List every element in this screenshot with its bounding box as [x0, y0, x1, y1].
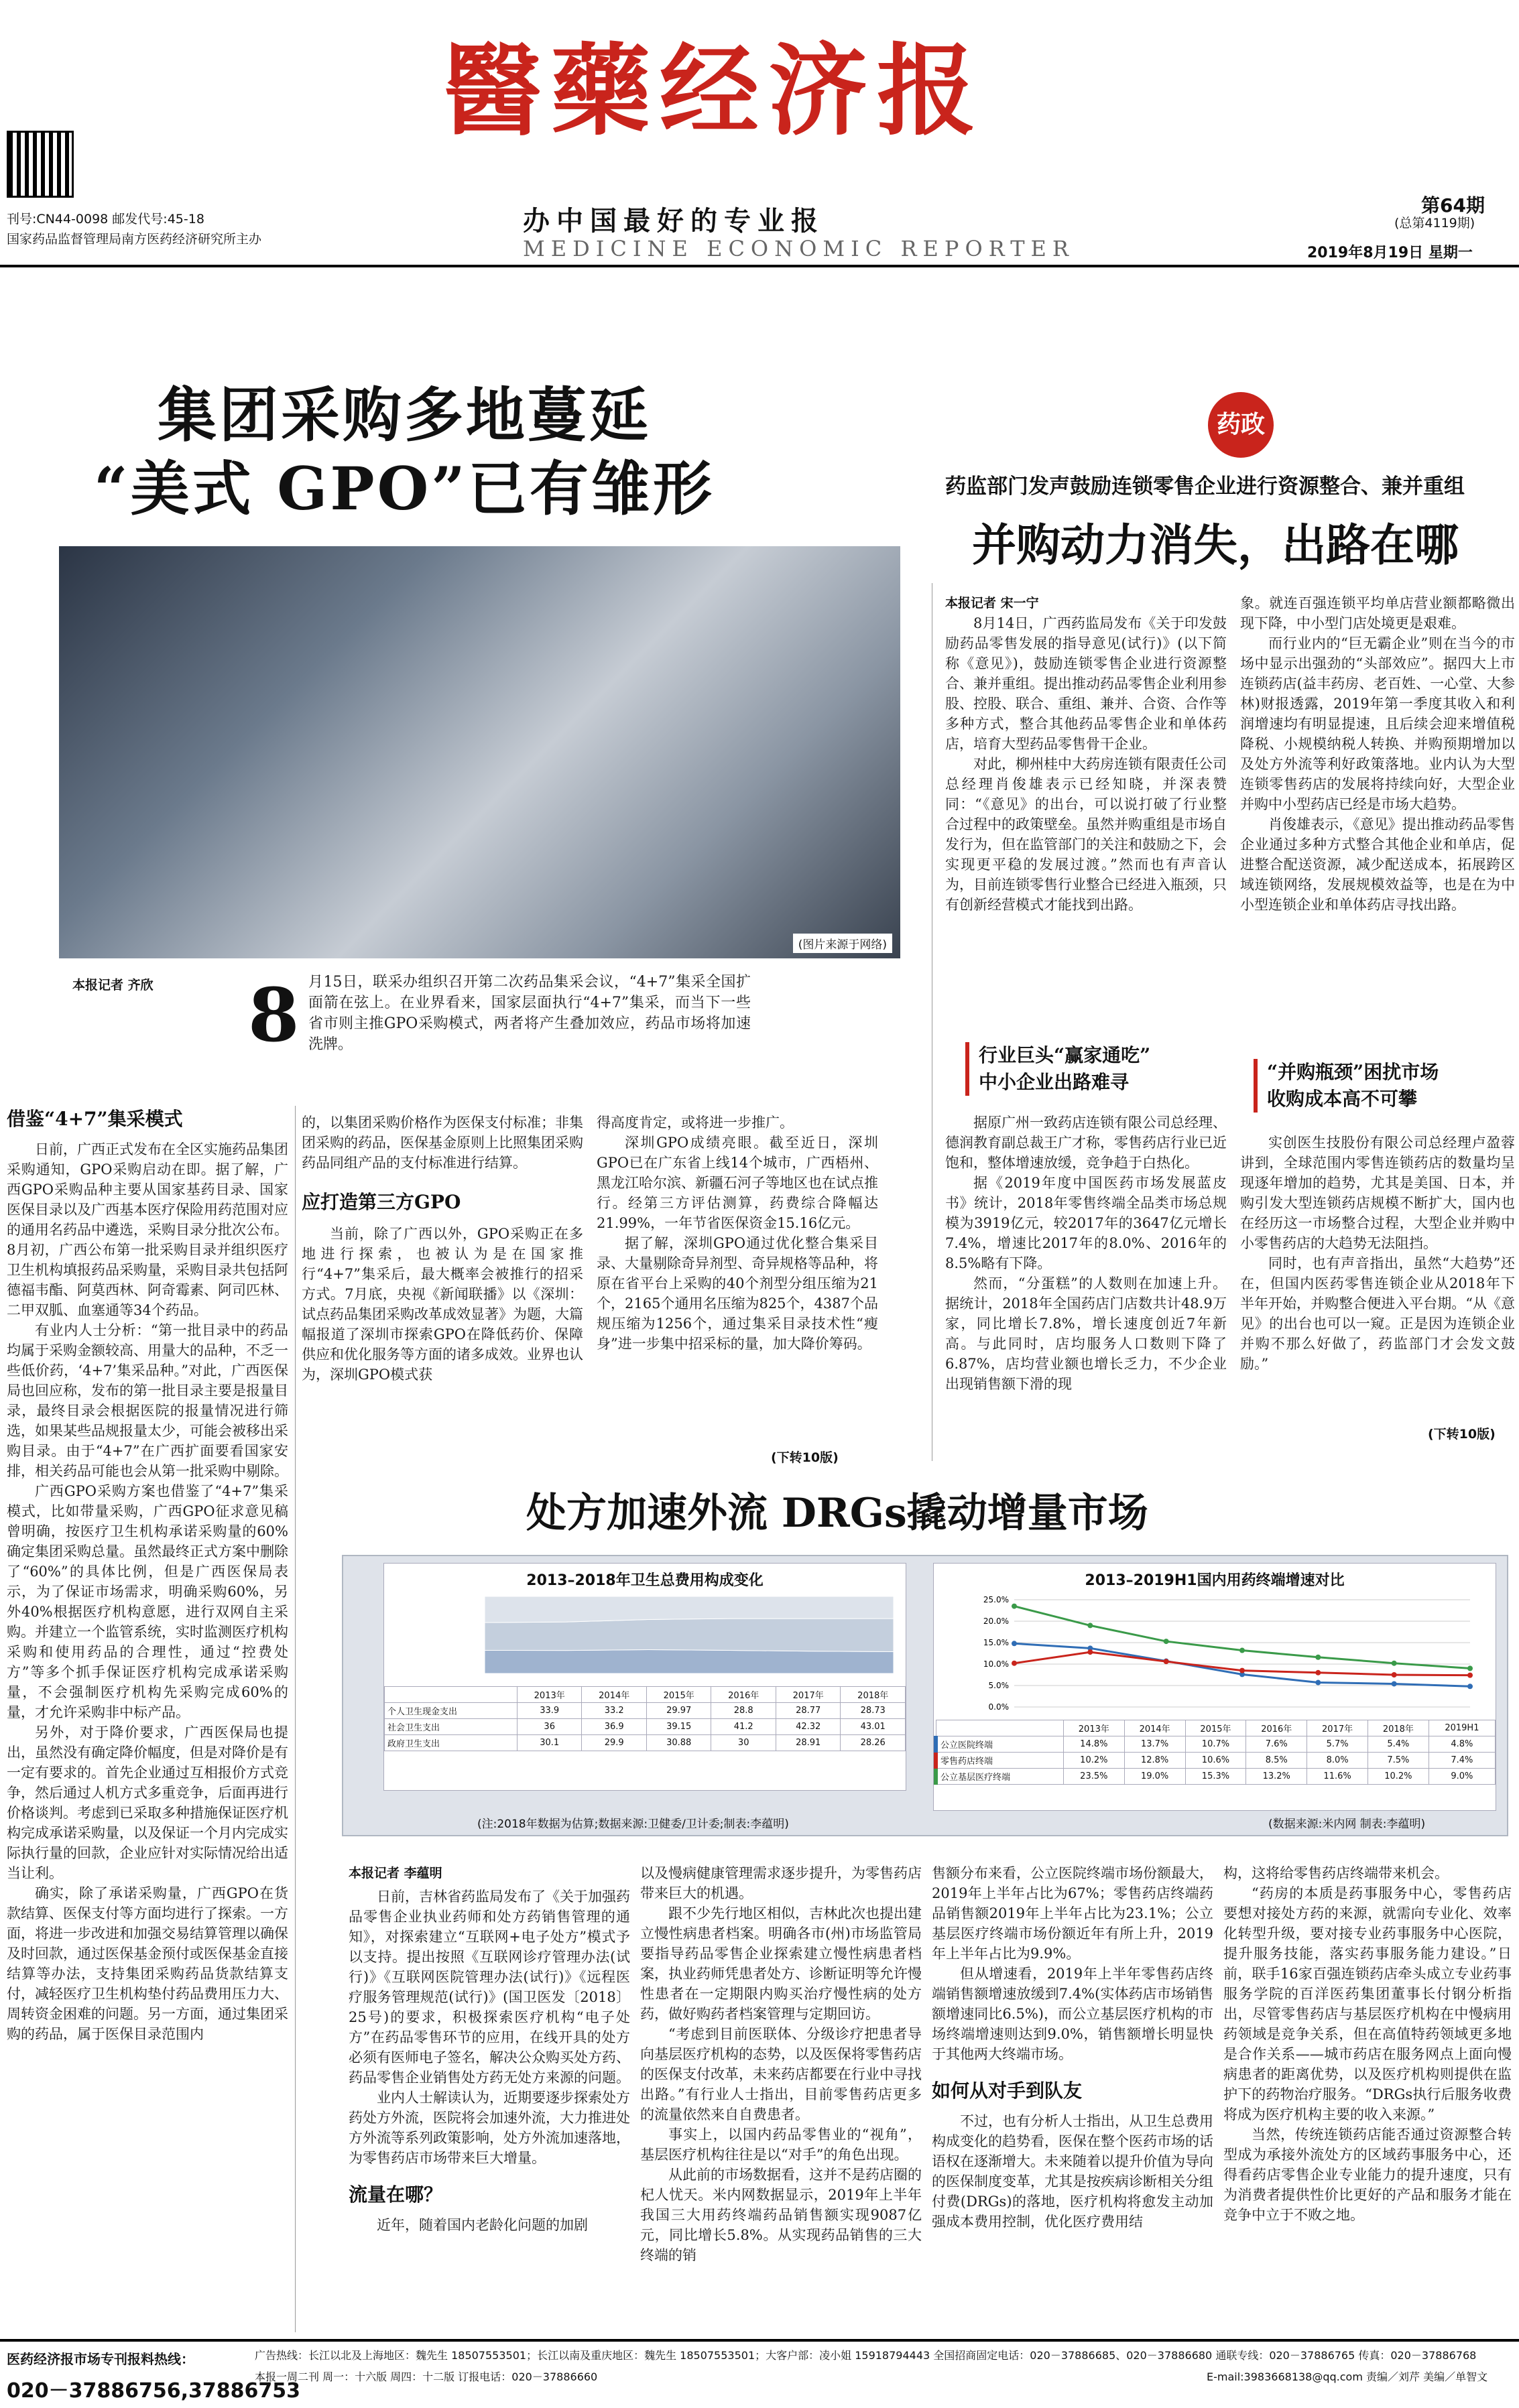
drg-col1: [349, 1887, 630, 2336]
footer-hotline-phone: 020－37886756,37886753: [7, 2379, 301, 2403]
series-label: 个人卫生现金支出: [385, 1703, 518, 1719]
data-label: 10.2%: [1063, 1753, 1124, 1769]
paragraph: 日前，吉林省药监局发布了《关于加强药品零售企业执业药师和处方药销售管理的通知》，对探索建立“互联网+电子处方”模式予以支持。提出按照《互联网诊疗管理办法(试行)》《互联网医院管理办法(试行)》《远程医疗服务管理规范(试行)》(国卫医发〔2018〕25号)的要求，积极探索医疗机构“电子处方”在药品零售环节的应用，在线开具的处方必须有医师电子签名，解决公众购买处方药、药品零售企业销售处方药无处方来源的问题。: [349, 1889, 630, 2086]
tick-label: 2014年: [1124, 1720, 1185, 1736]
tick-label: 2019H1: [1429, 1720, 1495, 1736]
data-label: 39.15: [646, 1719, 711, 1735]
publication-code: 刊号:CN44-0098 邮发代号:45-18: [7, 212, 204, 227]
paragraph: 据《2019年度中国医药市场发展蓝皮书》统计，2018年零售终端全品类市场总规模为3919亿元，较2017年的3647亿元增长7.4%，增速比2017年的8.0%、2016年的8.5%略有下降。: [945, 1175, 1227, 1271]
drg-col3: [932, 1863, 1213, 2336]
data-label: 4.8%: [1429, 1736, 1495, 1753]
tick-label: 2016年: [1246, 1720, 1307, 1736]
data-label: 36.9: [582, 1719, 647, 1735]
data-point: [1012, 1661, 1017, 1666]
right-col3: [945, 1113, 1227, 1488]
series-label: 公立基层医疗终端: [936, 1769, 1063, 1785]
chart-right-table: [934, 1720, 1496, 1785]
data-label: 43.01: [841, 1719, 906, 1735]
data-label: 28.26: [841, 1735, 906, 1751]
paragraph: 8月14日，广西药监局发布《关于印发鼓励药品零售发展的指导意见(试行)》(以下简称《意见》)，鼓励连锁零售企业进行资源整合、兼并重组。提出推动药品零售企业利用参股、控股、联合、重组、兼并、合资、合作等多种方式，整合其他药品零售企业和单体药店，培育大型药品零售骨干企业。: [945, 615, 1227, 752]
paragraph: 象。就连百强连锁平均单店营业额都略微出现下降，中小型门店处境更是艰难。: [1240, 595, 1515, 631]
paragraph: “药房的本质是药事服务中心，零售药店要想对接处方药的来源，就需向专业化、效率化转型升级，要对接专业药事服务中心医院，提升服务技能，落实药事服务能力建设。”日前，联手16家百强连锁药店牵头成立专业药事服务学院的百洋医药集团董事长付钢分析指出，尽管零售药店与基层医疗机构在中慢病用药领域是竞争关系，但在高值特药领域更多地是合作关系——城市药店在服务网点上面向慢病患者的距离优势，以及医疗机构则提供在监护下的药物治疗服务。“DRGs执行后服务收费将成为医疗机构主要的收入来源。”: [1223, 1885, 1512, 2122]
data-label: 28.8: [711, 1703, 776, 1719]
data-label: 15.3%: [1185, 1769, 1246, 1785]
y-tick-label: 25.0%: [983, 1595, 1009, 1604]
tick-label: 2013年: [517, 1687, 582, 1703]
chart-left-table: [384, 1686, 906, 1751]
paragraph: 日前，广西正式发布在全区实施药品集团采购通知，GPO采购启动在即。据了解，广西GPO采购品种主要从国家基药目录、国家医保目录以及广西基本医疗保险用药范围对应的通用名药品中遴选，采购目录分批次公布。8月初，广西公布第一批采购目录并组织医疗卫生机构填报药品采购量，采购目录共包括阿德福韦酯、阿莫西林、阿奇霉素、阿司匹林、二甲双胍、血塞通等34个药品。: [7, 1141, 288, 1318]
paragraph: 深圳GPO成绩亮眼。截至近日，深圳GPO已在广东省上线14个城市，广西梧州、黑龙江哈尔滨、新疆石河子等地区也在试点推行。经第三方评估测算，药费综合降幅达21.99%，一年节省医保资金15.16亿元。: [597, 1135, 878, 1231]
footer: [0, 2339, 1519, 2408]
chart-left-plot: [384, 1590, 907, 1684]
publication-sponsor: 国家药品监督管理局南方医药经济研究所主办: [7, 232, 262, 247]
tick-label: 2015年: [1185, 1720, 1246, 1736]
data-label: 28.91: [776, 1735, 841, 1751]
charts-panel: [342, 1555, 1508, 1836]
data-label: 7.4%: [1429, 1753, 1495, 1769]
area-series-2: [485, 1596, 894, 1623]
right-byline: 本报记者 宋一宁: [945, 596, 1039, 611]
tick-label: 2014年: [582, 1687, 647, 1703]
data-point: [1239, 1648, 1245, 1653]
data-point: [1012, 1604, 1017, 1609]
drg-col3-heading: 如何从对手到队友: [932, 2080, 1083, 2102]
data-point: [1392, 1672, 1397, 1677]
data-label: 42.32: [776, 1719, 841, 1735]
data-label: 5.7%: [1307, 1736, 1368, 1753]
tick-label: 2018年: [841, 1687, 906, 1703]
paragraph: 的，以集团采购价格作为医保支付标准；非集团采购的药品，医保基金原则上比照集团采购药品同组产品的支付标准进行结算。: [302, 1115, 583, 1171]
right-kicker: 药监部门发声鼓励连锁零售企业进行资源整合、兼并重组: [945, 474, 1465, 499]
data-label: 28.77: [776, 1703, 841, 1719]
paragraph: 据了解，深圳GPO通过优化整合集采目录、大量剔除奇异剂型、奇异规格等品种，将原在省平台上采购的40个剂型分组压缩为21个，2165个通用名压缩为825个，4387个品规压缩为1256个，通过集采目录技术性“瘦身”进一步集中招采标的量，加大降价筹码。: [597, 1235, 878, 1352]
chart-right-title: 2013–2019H1国内用药终端增速对比: [1085, 1572, 1345, 1589]
chart-left-title: 2013–2018年卫生总费用构成变化: [526, 1572, 764, 1589]
paragraph: 以及慢病健康管理需求逐步提升，为零售药店带来巨大的机遇。: [640, 1865, 922, 1901]
y-tick-label: 10.0%: [983, 1659, 1009, 1669]
footer-ads: 广告热线：长江以北及上海地区：魏先生 18507553501；长江以南及重庆地区：魏先生 18507553501；大客户部：凌小姐 15918794443 全国招商固定电话：020－37886685、020－37886680 通联专线：020－37886765 传真：020－37886768: [255, 2349, 1477, 2362]
data-point: [1087, 1649, 1093, 1655]
right-continued: (下转10版): [1428, 1427, 1496, 1442]
lead-col2: [302, 1113, 583, 1468]
data-point: [1164, 1639, 1169, 1644]
table-corner: [936, 1720, 1063, 1736]
data-point: [1239, 1668, 1245, 1673]
paragraph: 跟不少先行地区相似，吉林此次也提出建立慢性病患者档案。明确各市(州)市场监管局要指导药品零售企业探索建立慢性病患者档案，执业药师凭患者处方、诊断证明等允许慢性患者在一定期限内购买治疗慢性病的处方药，做好购药者档案管理与定期回访。: [640, 1905, 922, 2022]
tick-label: 2017年: [1307, 1720, 1368, 1736]
chart-left-source: (注:2018年数据为估算;数据来源:卫健委/卫计委;制表:李蕴明): [477, 1818, 789, 1831]
chart-right-plot: [934, 1590, 1497, 1717]
paragraph: 从此前的市场数据看，这并不是药店圈的杞人忧天。米内网数据显示，2019年上半年我国三大用药终端药品销售额实现9087亿元，同比增长5.8%。从实现药品销售的三大终端的销: [640, 2167, 922, 2263]
data-point: [1315, 1655, 1321, 1660]
table-row: [936, 1753, 1496, 1769]
pharmacy-shelves-photo: [59, 546, 900, 958]
paragraph: 当然，传统连锁药店能否通过资源整合转型成为承接外流处方的区域药事服务中心，还得看药店零售企业专业能力的提升速度，只有为消费者提供性价比更好的产品和服务才能在竞争中立于不败之地。: [1223, 2127, 1512, 2223]
drg-byline: 本报记者 李蕴明: [349, 1866, 442, 1881]
masthead-slogan: 办中国最好的专业报: [523, 205, 825, 237]
right-subhead-1: 行业巨头“赢家通吃” 中小企业出路难寻: [965, 1042, 1220, 1096]
masthead-english: MEDICINE ECONOMIC REPORTER: [523, 236, 1075, 261]
policy-tag-badge: 药政: [1208, 392, 1274, 458]
photo-credit: (图片来源于网络): [793, 934, 892, 953]
area-series-1: [485, 1619, 894, 1651]
paragraph: 售额分布来看，公立医院终端市场份额最大，2019年上半年占比为67%；零售药店终端药品销售额2019年上半年占比为23.1%；公立基层医疗终端市场份额近年有所上升，2019年上半年占比为9.9%。: [932, 1865, 1213, 1962]
tick-label: 2016年: [711, 1687, 776, 1703]
data-point: [1164, 1659, 1169, 1664]
footer-subscribe: 本报一周二刊 周一：十六版 周四：十二版 订报电话：020－37886660: [255, 2370, 598, 2383]
data-label: 19.0%: [1124, 1769, 1185, 1785]
data-point: [1467, 1665, 1473, 1671]
data-label: 7.6%: [1246, 1736, 1307, 1753]
paragraph: 据原广州一致药店连锁有限公司总经理、德润教育副总裁王广才称，零售药店行业已近饱和，整体增速放缓，竞争趋于白热化。: [945, 1115, 1227, 1171]
data-point: [1315, 1670, 1321, 1675]
data-point: [1467, 1684, 1473, 1689]
paragraph: 得高度肯定，或将进一步推广。: [597, 1115, 794, 1131]
data-point: [1392, 1661, 1397, 1666]
masthead-logo: 醫藥经济报: [442, 32, 985, 149]
paragraph: “考虑到目前医联体、分级诊疗把患者导向基层医疗机构的态势，以及医保将零售药店的医保支付改革，未来药店都要在行业中寻找出路。”有行业人士指出，目前零售药店更多的流量依然来自自费患者。: [640, 2026, 922, 2122]
data-label: 33.2: [582, 1703, 647, 1719]
data-label: 11.6%: [1307, 1769, 1368, 1785]
data-label: 13.7%: [1124, 1736, 1185, 1753]
lead-col2-heading: 应打造第三方GPO: [302, 1191, 461, 1213]
paragraph: 有业内人士分析：“第一批目录中的药品均属于采购金额较高、用量大的品种，不乏一些低价药，‘4+7’集采品种。”对此，广西医保局也回应称，发布的第一批目录主要是报量目录，最终目录会根据医院的报量情况进行筛选，如果某些品规报量太少，可能会被移出采购目录。由于“4+7”在广西扩面要看国家安排，相关药品可能也会从第一批采购中剔除。: [7, 1322, 288, 1479]
issue-total: (总第4119期): [1394, 216, 1475, 231]
data-label: 33.9: [517, 1703, 582, 1719]
footer-hotline-label: 医药经济报市场专刊报料热线：: [7, 2351, 194, 2367]
lead-continued: (下转10版): [771, 1450, 839, 1465]
data-label: 8.0%: [1307, 1753, 1368, 1769]
series-label: 零售药店终端: [936, 1753, 1063, 1769]
chart-right: [933, 1563, 1496, 1811]
drg-title: 处方加速外流 DRGs撬动增量市场: [526, 1490, 1148, 1537]
data-label: 30: [711, 1735, 776, 1751]
data-label: 9.0%: [1429, 1769, 1495, 1785]
data-label: 14.8%: [1063, 1736, 1124, 1753]
y-tick-label: 0.0%: [988, 1702, 1009, 1712]
paragraph: 对此，柳州桂中大药房连锁有限责任公司总经理肖俊雄表示已经知晓，并深表赞同：“《意见》的出台，可以说打破了行业整合过程中的政策壁垒。虽然并购重组是市场自发行为，但在监管部门的关注和鼓励之下，会实现更平稳的发展过渡。”然而也有声音认为，目前连锁零售行业整合已经进入瓶颈，只有创新经营模式才能找到出路。: [945, 756, 1227, 913]
data-label: 10.2%: [1368, 1769, 1429, 1785]
paragraph: 同时，也有声音指出，虽然“大趋势”还在，但国内医药零售连锁企业从2018年下半年开始，并购整合便进入平台期。“从《意见》的出台也可以一窥。正是因为连锁企业并购不那么好做了，药监部门才会发文鼓励。”: [1240, 1255, 1515, 1372]
paragraph: 而行业内的“巨无霸企业”则在当今的市场中显示出强劲的“头部效应”。据四大上市连锁药店(益丰药房、老百姓、一心堂、大参林)财报透露，2019年第一季度其收入和利润增速均有明显提速，且后续会迎来增值税降税、小规模纳税人转换、并购预期增加以及处方外流等利好政策落地。业内认为大型连锁零售药店的发展将持续向好，大型企业并购中小型药店已经是市场大趋势。: [1240, 635, 1515, 812]
series-label: 政府卫生支出: [385, 1735, 518, 1751]
data-point: [1012, 1641, 1017, 1646]
data-label: 30.88: [646, 1735, 711, 1751]
chart-left: [383, 1563, 906, 1791]
right-title: 并购动力消失，出路在哪: [972, 519, 1459, 571]
data-label: 10.6%: [1185, 1753, 1246, 1769]
lead-title-line1: 集团采购多地蔓延: [158, 380, 652, 450]
table-row: [385, 1735, 906, 1751]
data-point: [1315, 1680, 1321, 1686]
data-label: 7.5%: [1368, 1753, 1429, 1769]
table-row: [385, 1703, 906, 1719]
table-row: [936, 1769, 1496, 1785]
right-subhead-2: “并购瓶颈”困扰市场 收购成本高不可攀: [1254, 1059, 1508, 1113]
paragraph: 另外，对于降价要求，广西医保局也提出，虽然没有确定降价幅度，但是对降价是有一定有要求的。首先企业通过互相报价方式竞争，然后通过人机方式多重竞争，后面再进行价格谈判。考虑到已采取多种措施保证医疗机构完成承诺采购量，以及保证一个月内完成实际执行量的回款，企业应针对实际情况给出适当让利。: [7, 1724, 288, 1881]
data-label: 12.8%: [1124, 1753, 1185, 1769]
footer-email: E-mail:3983668138@qq.com 责编／刘芹 美编／单智文: [1207, 2370, 1488, 2383]
right-col1: [945, 613, 1227, 1042]
paragraph: 实创医生技股份有限公司总经理卢盈蓉讲到，全球范围内零售连锁药店的数量均呈现逐年增加的趋势，尤其是美国、日本，并购引发大型连锁药店规模不断扩大，国内也在经历这一市场整合过程，大型企业并购中小零售药店的大趋势无法阻挡。: [1240, 1135, 1515, 1251]
paragraph: 构，这将给零售药店终端带来机会。: [1223, 1865, 1449, 1881]
paragraph: 肖俊雄表示，《意见》提出推动药品零售企业通过多种方式整合其他企业和单店，促进整合配送资源，减少配送成本，拓展跨区域连锁网络，发展规模效益等，也是在为中小型连锁企业和单体药店寻找出路。: [1240, 816, 1515, 913]
tick-label: 2018年: [1368, 1720, 1429, 1736]
y-tick-label: 15.0%: [983, 1638, 1009, 1647]
data-label: 8.5%: [1246, 1753, 1307, 1769]
qr-code-icon: [7, 131, 74, 198]
right-col2: [1240, 593, 1515, 1049]
data-label: 23.5%: [1063, 1769, 1124, 1785]
column-rule: [295, 1106, 296, 2332]
paragraph: 不过，也有分析人士指出，从卫生总费用构成变化的趋势看，医保在整个医药市场的话语权在逐渐增大。未来随着以提升价值为导向的医保制度变革，尤其是按疾病诊断相关分组付费(DRGs)的落地，医疗机构将愈发主动加强成本费用控制，优化医疗费用结: [932, 2113, 1213, 2230]
table-corner: [385, 1687, 518, 1703]
paragraph: 当前，除了广西以外，GPO采购正在多地进行探索，也被认为是在国家推行“4+7”集采后，最大概率会被推行的招采方式。7月底，央视《新闻联播》以《深圳：试点药品集团采购改革成效显著》为题，大篇幅报道了深圳市探索GPO在降低药价、保障供应和优化服务等方面的诸多成效。业界也认为，深圳GPO模式获: [302, 1226, 583, 1383]
data-label: 36: [517, 1719, 582, 1735]
paragraph: 广西GPO采购方案也借鉴了“4+7”集采模式，比如带量采购，广西GPO征求意见稿曾明确，按医疗卫生机构承诺采购量的60%确定集团采购总量。虽然最终正式方案中删除了“60%”的具体比例，但是广西医保局表示，为了保证市场需求，明确采购60%，另外40%根据医疗机构意愿，进行双网自主采购。并建立一个监管系统，实时监测医疗机构采购和使用药品的合理性，通过“控费处方”等多个抓手保证医疗机构完成承诺采购量，不会强制医疗机构先采购完成60%的量，才允许采购非中标产品。: [7, 1483, 288, 1720]
series-line-2: [1014, 1606, 1470, 1669]
data-label: 30.1: [517, 1735, 582, 1751]
lead-col3: [597, 1113, 878, 1441]
drg-col2: [640, 1863, 922, 2336]
data-label: 5.4%: [1368, 1736, 1429, 1753]
tick-label: 2013年: [1063, 1720, 1124, 1736]
issue-number: 第64期: [1421, 194, 1485, 216]
data-label: 10.7%: [1185, 1736, 1246, 1753]
tick-label: 2015年: [646, 1687, 711, 1703]
paragraph: 但从增速看，2019年上半年零售药店终端销售额增速放缓到7.4%(实体药店市场销售额增速同比6.5%)，而公立基层医疗机构的市场终端增速则达到9.0%，销售额增长明显快于其他两大终端市场。: [932, 1966, 1213, 2062]
issue-date: 2019年8月19日 星期一: [1307, 245, 1473, 261]
masthead-rule: [0, 265, 1519, 267]
table-row: [936, 1736, 1496, 1753]
y-tick-label: 5.0%: [988, 1681, 1009, 1690]
data-label: 28.73: [841, 1703, 906, 1719]
chart-right-source: (数据来源:米内网 制表:李蕴明): [1268, 1818, 1426, 1831]
area-series-0: [485, 1649, 894, 1673]
data-point: [1392, 1681, 1397, 1686]
lead-intro: 月15日，联采办组织召开第二次药品集采会议，“4+7”集采全国扩面箭在弦上。在业界看来，国家层面执行“4+7”集采，而当下一些省市则主推GPO采购模式，两者将产生叠加效应，药品市场将加速洗牌。: [308, 974, 751, 1053]
lead-title-line2: “美式 GPO”已有雏形: [94, 454, 715, 523]
paragraph: 确实，除了承诺采购量，广西GPO在货款结算、医保支付等方面均进行了探索。一方面，将进一步改进和加强交易结算管理以确保及时回款，通过医保基金预付或医保基金直接结算等办法，支持集团采购药品货款结算支付，减轻医疗卫生机构垫付药品费用压力大、周转资金困难的问题。另一方面，通过集团采购的药品，属于医保目录范围内: [7, 1885, 288, 2042]
lead-dropcap: 8: [248, 972, 300, 1058]
series-label: 公立医院终端: [936, 1736, 1063, 1753]
paragraph: 事实上，以国内药品零售业的“视角”，基层医疗机构往往是以“对手”的角色出现。: [640, 2127, 922, 2163]
drg-col1-heading: 流量在哪？: [349, 2183, 443, 2206]
drg-col4: [1223, 1863, 1512, 2336]
table-row: [385, 1719, 906, 1735]
tick-label: 2017年: [776, 1687, 841, 1703]
lead-col1-heading: 借鉴“4+7”集采模式: [7, 1108, 183, 1130]
data-label: 41.2: [711, 1719, 776, 1735]
data-point: [1087, 1623, 1093, 1628]
data-label: 13.2%: [1246, 1769, 1307, 1785]
paragraph: 业内人士解读认为，近期要逐步探索处方药处方外流，医院将会加速外流，大力推进处方外流等系列政策影响，处方外流加速落地，为零售药店市场带来巨大增量。: [349, 2090, 630, 2166]
y-tick-label: 20.0%: [983, 1617, 1009, 1626]
paragraph: 然而，“分蛋糕”的人数则在加速上升。据统计，2018年全国药店门店数共计48.9万家，同比增长7.8%，增长速度创近7年新高。与此同时，店均服务人口数则下降了6.87%，店均营业额也增长乏力，不少企业出现销售额下滑的现: [945, 1275, 1227, 1392]
lead-byline: 本报记者 齐欣: [72, 978, 154, 993]
lead-col1: [7, 1139, 288, 2319]
data-point: [1467, 1673, 1473, 1678]
data-label: 29.97: [646, 1703, 711, 1719]
right-col4: [1240, 1133, 1515, 1421]
paragraph: 近年，随着国内老龄化问题的加剧: [377, 2217, 588, 2233]
data-label: 29.9: [582, 1735, 647, 1751]
series-label: 社会卫生支出: [385, 1719, 518, 1735]
